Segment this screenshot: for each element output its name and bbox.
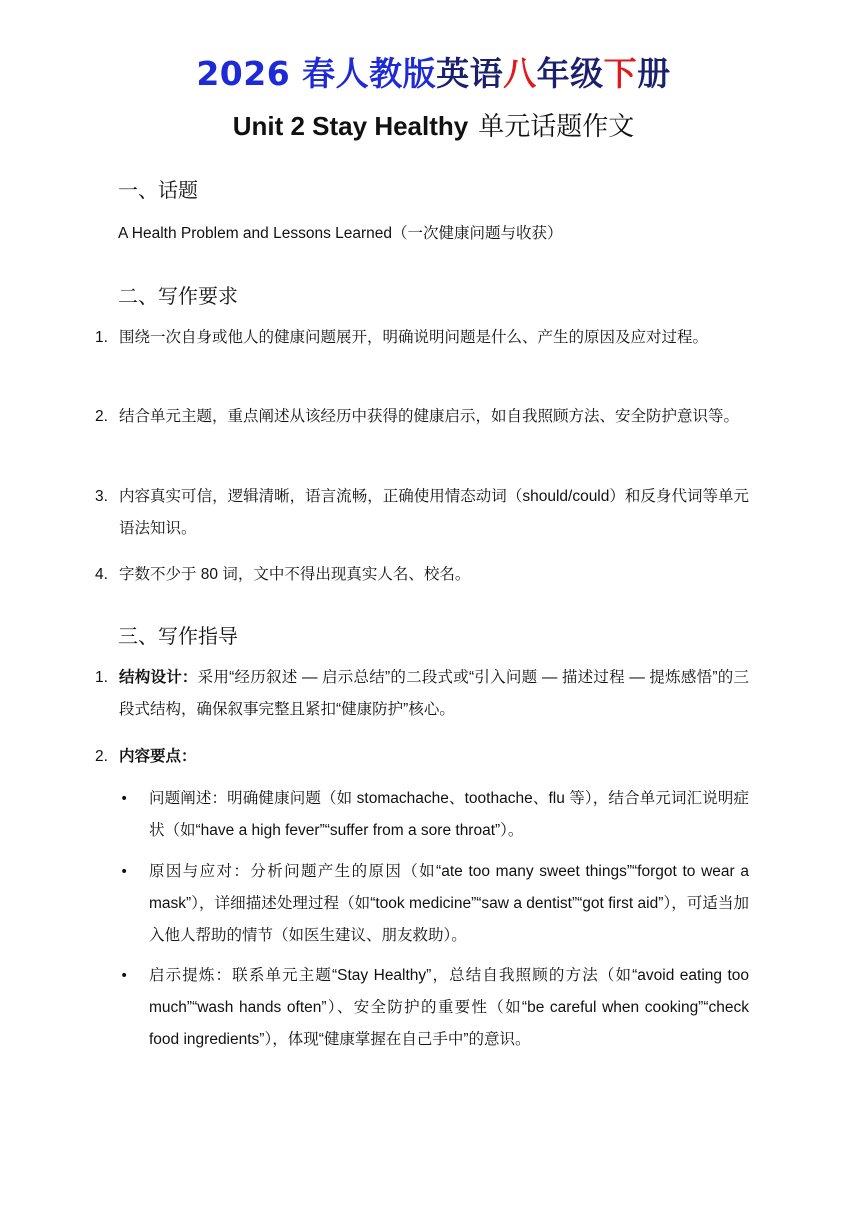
item-text: 围绕一次自身或他人的健康问题展开，明确说明问题是什么、产生的原因及应对过程。 bbox=[119, 329, 709, 346]
item-number: 3. bbox=[95, 488, 108, 505]
bullet-text: 启示提炼：联系单元主题“Stay Healthy”，总结自我照顾的方法（如“avoid eating too much”“wash hands often”）、安全防护的重要性（如“be careful when cooking”“check food ingredients”），体现“健康掌握在自己手中”的意识。 bbox=[149, 967, 749, 1048]
topic-text: A Health Problem and Lessons Learned（一次健康问题与收获） bbox=[118, 225, 563, 242]
item-text bbox=[119, 662, 749, 726]
item-label: 结构设计： bbox=[119, 669, 198, 686]
item-label: 内容要点： bbox=[119, 748, 197, 765]
title-grade: 年级 bbox=[536, 54, 604, 93]
item-number: 2. bbox=[95, 748, 108, 765]
section-heading-guidance: 三、写作指导 bbox=[118, 624, 238, 648]
title-volume-marker: 下 bbox=[603, 54, 638, 93]
section-heading-requirements: 二、写作要求 bbox=[118, 284, 238, 308]
section-heading-topic: 一、话题 bbox=[118, 178, 198, 202]
bullet-dot: • bbox=[120, 864, 129, 880]
item-content: 采用“经历叙述 — 启示总结”的二段式或“引入问题 — 描述过程 — 提炼感悟”的三段式结构，确保叙事完整且紧扣“健康防护”核心。 bbox=[119, 669, 749, 718]
item-text: 结合单元主题，重点阐述从该经历中获得的健康启示，如自我照顾方法、安全防护意识等。 bbox=[119, 408, 740, 425]
item-number: 2. bbox=[95, 408, 108, 425]
item-number: 1. bbox=[95, 329, 108, 346]
item-text: 字数不少于 80 词，文中不得出现真实人名、校名。 bbox=[119, 566, 471, 583]
subtitle bbox=[0, 106, 867, 143]
item-text: 内容真实可信，逻辑清晰，语言流畅，正确使用情态动词（should/could）和反身代词等单元语法知识。 bbox=[119, 488, 749, 537]
item-number: 4. bbox=[95, 566, 108, 583]
title-subject: 英语 bbox=[436, 54, 504, 93]
title-grade-number: 八 bbox=[503, 54, 537, 93]
item-number: 1. bbox=[95, 669, 108, 686]
item-text bbox=[119, 741, 749, 773]
bullet-dot: • bbox=[120, 968, 129, 984]
main-title bbox=[0, 48, 867, 95]
title-edition: 春人教版 bbox=[302, 54, 437, 93]
title-volume: 册 bbox=[637, 54, 671, 93]
subtitle-topic: 单元话题作文 bbox=[478, 112, 635, 142]
title-year: 2026 bbox=[196, 54, 303, 93]
bullet-dot: • bbox=[120, 791, 129, 807]
bullet-text: 原因与应对：分析问题产生的原因（如“ate too many sweet things”“forgot to wear a mask”），详细描述处理过程（如“took medicine”“saw a dentist”“got first aid”），可适当加入他人帮助的情节（如医生建议、朋友救助）。 bbox=[149, 863, 749, 944]
subtitle-unit: Unit 2 Stay Healthy bbox=[232, 111, 469, 141]
bullet-text: 问题阐述：明确健康问题（如 stomachache、toothache、flu 等），结合单元词汇说明症状（如“have a high fever”“suffer from a sore throat”）。 bbox=[149, 790, 749, 839]
